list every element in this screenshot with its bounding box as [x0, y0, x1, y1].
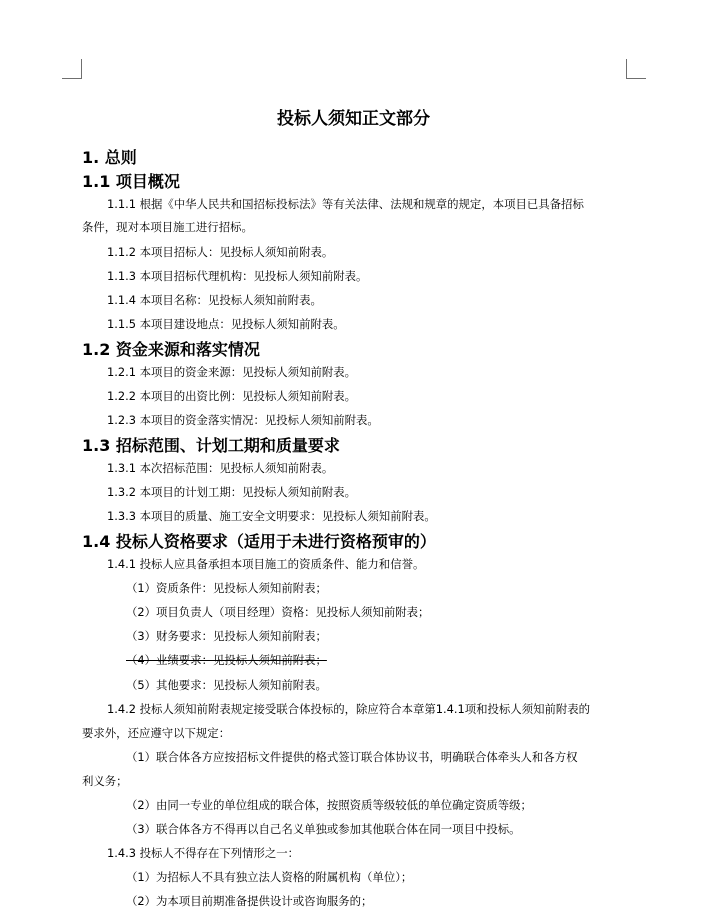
list-item-line2: 利义务；	[82, 774, 128, 788]
list-item: （2）由同一专业的单位组成的联合体，按照资质等级较低的单位确定资质等级；	[126, 798, 532, 812]
paragraph-1-1-1-line1: 1.1.1 根据《中华人民共和国招标投标法》等有关法律、法规和规章的规定，本项目已具备招标	[107, 197, 584, 211]
list-item: 1.1.4 本项目名称：见投标人须知前附表。	[107, 293, 322, 307]
list-item: 1.1.5 本项目建设地点：见投标人须知前附表。	[107, 317, 345, 331]
heading-general: 1. 总则	[82, 148, 137, 167]
list-item: 1.1.2 本项目招标人：见投标人须知前附表。	[107, 245, 334, 259]
heading-1-2: 1.2 资金来源和落实情况	[82, 340, 260, 359]
list-item: （3）财务要求：见投标人须知前附表；	[126, 629, 327, 643]
paragraph-1-4-2-line2: 要求外，还应遵守以下规定：	[82, 726, 231, 740]
heading-1-1: 1.1 项目概况	[82, 172, 180, 191]
list-item: 1.1.3 本项目招标代理机构：见投标人须知前附表。	[107, 269, 368, 283]
page-title: 投标人须知正文部分	[277, 109, 430, 129]
crop-mark-left-horizontal	[62, 78, 81, 79]
list-item: （2）为本项目前期准备提供设计或咨询服务的；	[126, 894, 373, 908]
crop-mark-left-vertical	[81, 59, 82, 79]
list-item: 1.3.2 本项目的计划工期：见投标人须知前附表。	[107, 485, 357, 499]
list-item: 1.2.1 本项目的资金来源：见投标人须知前附表。	[107, 365, 357, 379]
heading-1-3: 1.3 招标范围、计划工期和质量要求	[82, 436, 340, 455]
list-item: 1.3.3 本项目的质量、施工安全文明要求：见投标人须知前附表。	[107, 509, 436, 523]
crop-mark-right-horizontal	[626, 78, 646, 79]
list-item: （5）其他要求：见投标人须知前附表。	[126, 678, 327, 692]
list-item: （3）联合体各方不得再以自己名义单独或参加其他联合体在同一项目中投标。	[126, 822, 521, 836]
list-item: 1.2.3 本项目的资金落实情况：见投标人须知前附表。	[107, 413, 379, 427]
list-item-struck: （4）业绩要求：见投标人须知前附表；	[126, 653, 327, 667]
paragraph-1-1-1-line2: 条件，现对本项目施工进行招标。	[82, 220, 253, 234]
list-item: （1）资质条件：见投标人须知前附表；	[126, 581, 327, 595]
paragraph-1-4-2-line1: 1.4.2 投标人须知前附表规定接受联合体投标的，除应符合本章第1.4.1项和投标人须知前附表的	[107, 702, 591, 716]
list-item: （1）为招标人不具有独立法人资格的附属机构（单位）；	[126, 870, 413, 884]
list-item: （2）项目负责人（项目经理）资格：见投标人须知前附表；	[126, 605, 430, 619]
list-item: 1.2.2 本项目的出资比例：见投标人须知前附表。	[107, 389, 357, 403]
list-item-line1: （1）联合体各方应按招标文件提供的格式签订联合体协议书，明确联合体牵头人和各方权	[126, 750, 578, 764]
paragraph-1-4-3: 1.4.3 投标人不得存在下列情形之一：	[107, 846, 300, 860]
paragraph-1-4-1: 1.4.1 投标人应具备承担本项目施工的资质条件、能力和信誉。	[107, 557, 425, 571]
list-item: 1.3.1 本次招标范围：见投标人须知前附表。	[107, 461, 334, 475]
crop-mark-right-vertical	[626, 59, 627, 79]
heading-1-4: 1.4 投标人资格要求（适用于未进行资格预审的）	[82, 532, 436, 551]
